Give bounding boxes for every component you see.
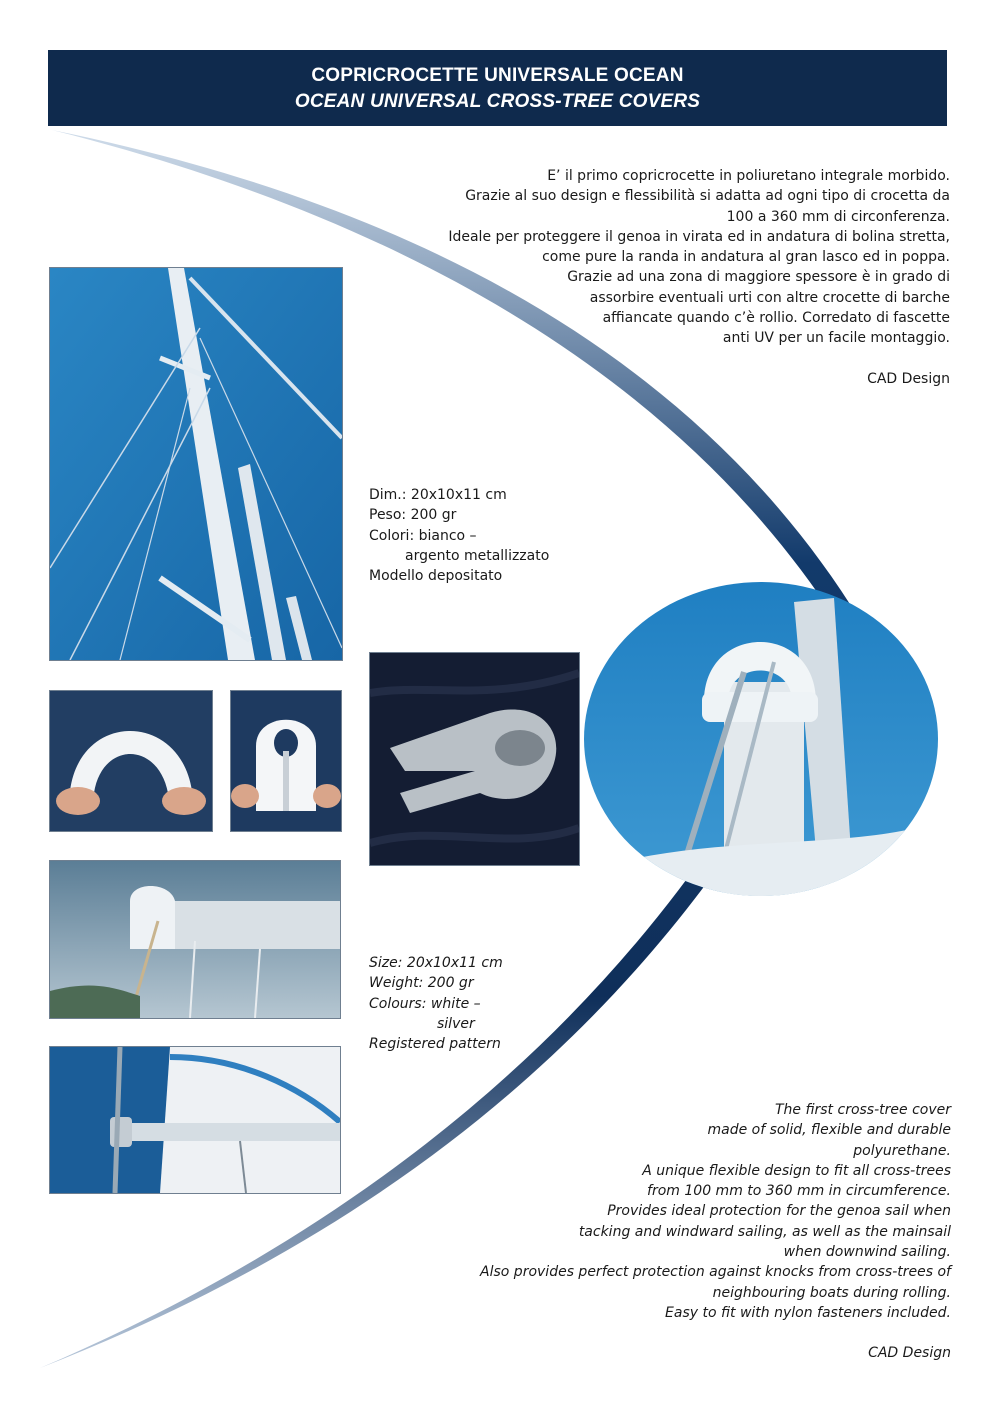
specs-english <box>369 953 503 1054</box>
intro-en-line: from 100 mm to 360 mm in circumference. <box>647 1183 951 1200</box>
hands-cover-photo-1 <box>49 690 213 832</box>
product-circle-photo <box>584 582 938 896</box>
intro-it-line: E’ il primo copricrocette in poliuretano integrale morbido. <box>547 168 950 184</box>
intro-en-line: neighbouring boats during rolling. <box>712 1284 951 1301</box>
spec-weight-en: Weight: 200 gr <box>369 975 474 992</box>
spec-weight: Peso: 200 gr <box>369 507 457 524</box>
silver-cover-photo <box>369 652 580 866</box>
spec-colors: Colori: bianco – <box>369 527 477 544</box>
hands-cover-photo-2 <box>230 690 342 832</box>
title-english: OCEAN UNIVERSAL CROSS-TREE COVERS <box>294 91 701 112</box>
credit-italian: CAD Design <box>867 370 950 387</box>
intro-en-line: The first cross-tree cover <box>774 1102 951 1118</box>
header-bar <box>48 50 947 126</box>
intro-it-line: Ideale per proteggere il genoa in virata ed in andatura di bolina stretta, <box>448 228 950 245</box>
intro-it-line: come pure la randa in andatura al gran lasco ed in poppa. <box>542 249 950 266</box>
title-italian: COPRICROCETTE UNIVERSALE OCEAN <box>311 65 684 86</box>
spec-size: Size: 20x10x11 cm <box>369 955 503 971</box>
intro-english <box>391 1100 951 1364</box>
sail-photo <box>49 1046 341 1194</box>
spec-colors-cont: argento metallizzato <box>405 547 550 564</box>
intro-en-line: polyurethane. <box>853 1142 951 1159</box>
intro-it-line: assorbire eventuali urti con altre crocette di barche <box>589 289 950 306</box>
intro-en-line: Easy to fit with nylon fasteners included. <box>665 1304 951 1321</box>
intro-en-line: Also provides perfect protection against knocks from cross-trees of <box>480 1264 951 1281</box>
intro-it-line: affiancate quando c’è rollio. Corredato di fascette <box>602 310 950 327</box>
spec-model: Modello depositato <box>369 568 503 585</box>
intro-en-line: when downwind sailing. <box>783 1244 951 1261</box>
intro-it-line: Grazie al suo design e flessibilità si adatta ad ogni tipo di crocetta da <box>465 188 950 205</box>
intro-it-line: Grazie ad una zona di maggiore spessore è in grado di <box>567 269 950 286</box>
spec-pattern: Registered pattern <box>369 1036 501 1053</box>
spec-colours-cont: silver <box>437 1015 475 1032</box>
intro-it-line: 100 a 360 mm di circonferenza. <box>726 208 950 225</box>
crosstree-photo <box>49 860 341 1019</box>
intro-it-line: anti UV per un facile montaggio. <box>722 330 950 347</box>
spec-colours: Colours: white – <box>369 995 481 1012</box>
intro-en-line: A unique flexible design to fit all cross-trees <box>642 1162 951 1179</box>
intro-en-line: tacking and windward sailing, as well as the mainsail <box>578 1223 951 1240</box>
intro-en-line: made of solid, flexible and durable <box>707 1122 951 1139</box>
specs-italian <box>369 485 549 586</box>
mast-photo <box>49 267 343 661</box>
intro-en-line: Provides ideal protection for the genoa sail when <box>607 1203 951 1220</box>
credit-english: CAD Design <box>868 1345 951 1362</box>
intro-italian <box>390 166 950 389</box>
spec-dim: Dim.: 20x10x11 cm <box>369 487 507 503</box>
